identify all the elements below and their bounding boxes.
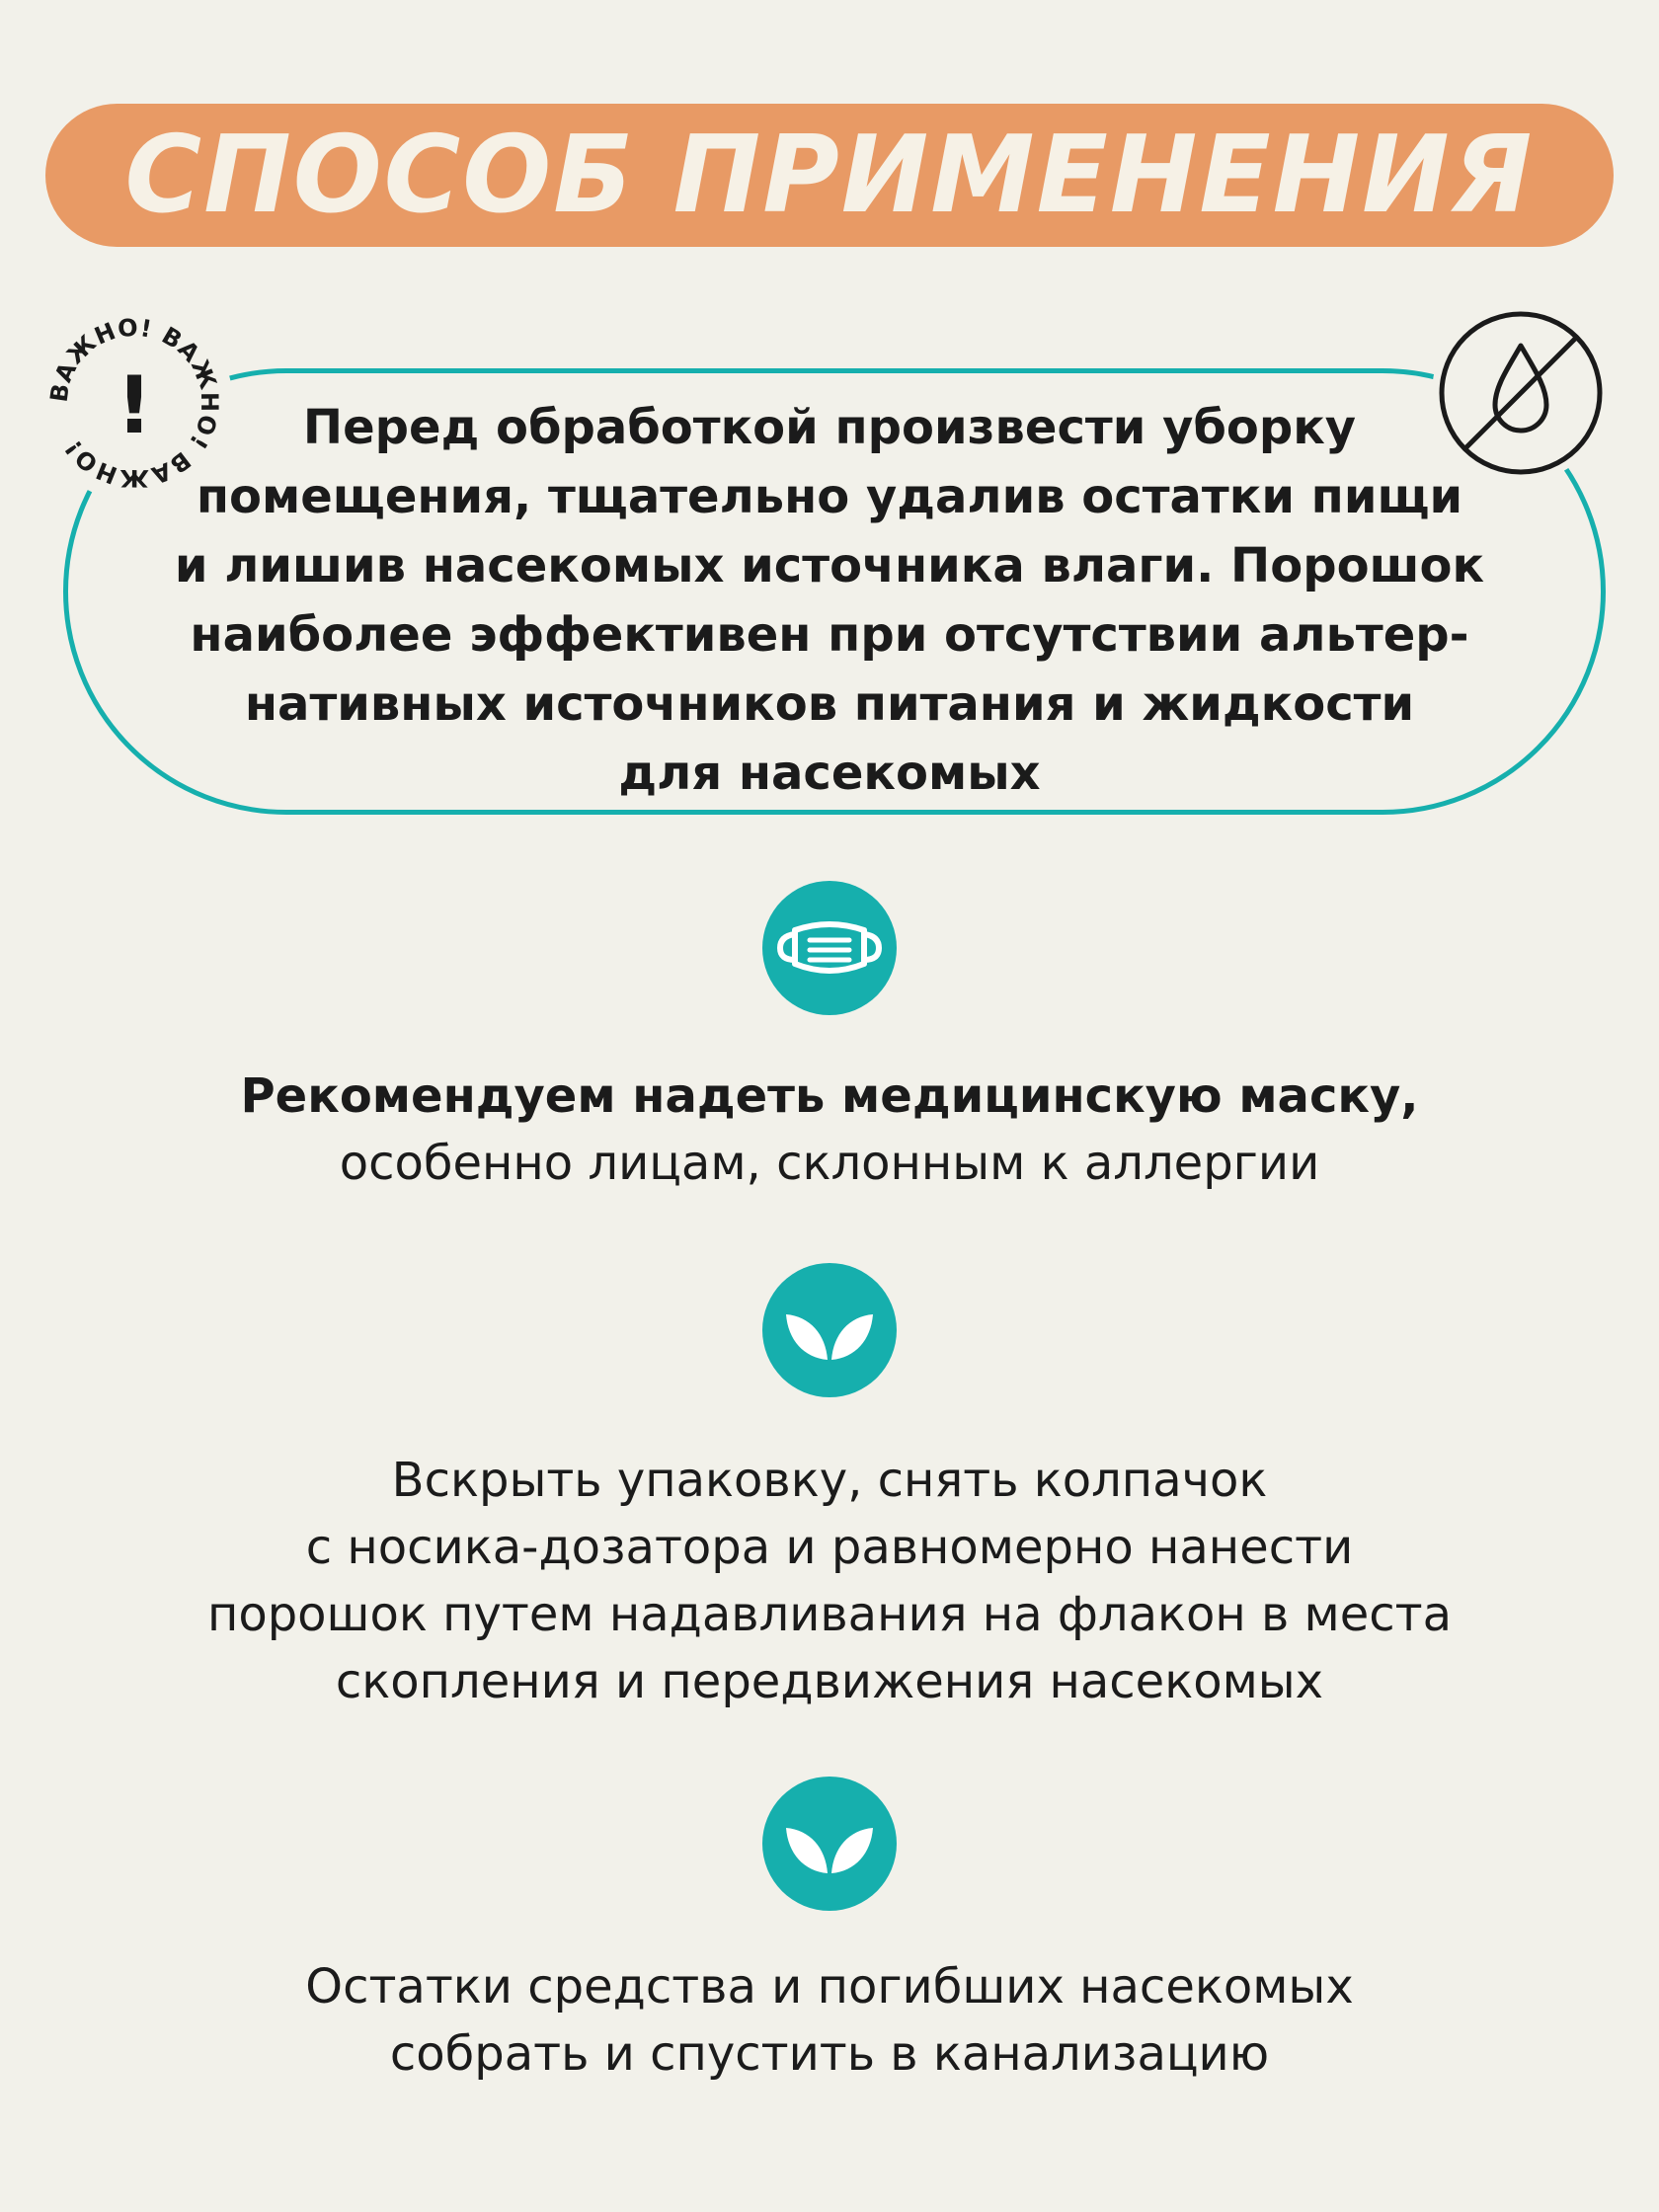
notice-line: для насекомых [618,746,1041,801]
step-line: Вскрыть упаковку, снять колпачок [391,1453,1268,1508]
no-water-icon [1432,304,1610,482]
step-text-mask [99,1063,1560,1197]
notice-text [109,393,1550,808]
notice-line: и лишив насекомых источника влаги. Порошок [174,538,1485,593]
step-line: особенно лицам, склонным к аллергии [339,1136,1320,1191]
stamp-exclamation: ! [116,359,153,451]
step-line: Остатки средства и погибших насекомых [305,1959,1354,2014]
step-line: порошок путем надавливания на флакон в места [206,1587,1453,1642]
step-text-dispose [99,1953,1560,2088]
leaf-icon [760,1261,899,1399]
stamp-ring-text: ВАЖНО! ВАЖНО! ВАЖНО! [44,313,224,493]
leaf-icon [760,1775,899,1913]
notice-line: Перед обработкой произвести уборку [302,400,1357,455]
important-stamp-icon [36,304,233,502]
notice-line: наиболее эффективен при отсутствии альтер- [190,607,1469,663]
title-banner [45,104,1614,247]
page-title: СПОСОБ ПРИМЕНЕНИЯ [124,114,1535,237]
step-line: собрать и спустить в канализацию [389,2026,1270,2082]
medical-mask-icon [760,879,899,1017]
notice-line: нативных источников питания и жидкости [244,676,1415,732]
step-text-apply [99,1447,1560,1715]
step-line: Рекомендуем надеть медицинскую маску, [240,1068,1419,1124]
step-line: с носика-дозатора и равномерно нанести [305,1520,1354,1575]
notice-line: помещения, тщательно удалив остатки пищи [196,469,1463,524]
step-line: скопления и передвижения насекомых [335,1654,1324,1709]
